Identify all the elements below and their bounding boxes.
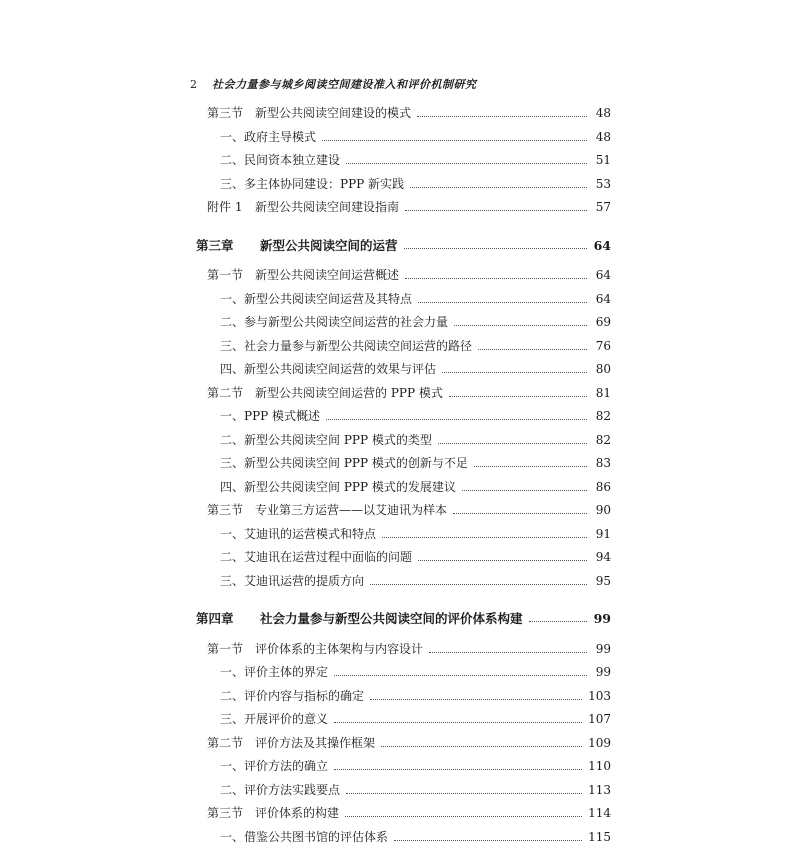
toc-page-number: 99 (595, 641, 611, 656)
dot-leader (462, 489, 587, 491)
toc-page-number: 113 (588, 782, 611, 797)
toc-item-row (220, 525, 611, 545)
toc-entry-text: 新型公共阅读空间运营概述 (255, 268, 400, 282)
dot-leader (529, 620, 587, 622)
toc-entry-title (207, 104, 411, 121)
toc-entry-text: 二、参与新型公共阅读空间运营的社会力量 (220, 315, 449, 329)
toc-entry-title (207, 384, 443, 401)
dot-leader (322, 139, 587, 141)
toc-entry-title (220, 828, 388, 845)
toc-entry-text: 三、开展评价的意义 (220, 712, 329, 726)
toc-section-row (207, 734, 611, 754)
toc-item-row (220, 360, 611, 380)
toc-page-number: 53 (595, 176, 611, 191)
header-page-number: 2 (190, 78, 198, 91)
toc-entry-title (220, 431, 432, 448)
toc-entry-title (196, 609, 523, 627)
toc-entry-text: 一、PPP 模式概述 (220, 409, 321, 423)
toc-entry-label: 第一节 (207, 641, 244, 656)
toc-entry-text: 一、艾迪讯的运营模式和特点 (220, 526, 377, 541)
toc-entry-title (220, 407, 320, 424)
toc-item-row (220, 687, 611, 707)
dot-leader (474, 465, 587, 467)
toc-entry-title (220, 128, 316, 145)
dot-leader (394, 839, 582, 841)
toc-entry-text: 新型公共阅读空间的运营 (260, 237, 398, 253)
dot-leader (449, 395, 587, 397)
toc-entry-title (220, 757, 328, 774)
toc-entry-text: 二、艾迪讯在运营过程中面临的问题 (220, 550, 413, 564)
toc-entry-title (220, 781, 340, 798)
toc-page-number: 69 (595, 315, 611, 329)
toc-entry-title (220, 525, 376, 542)
toc-item-row (220, 151, 611, 171)
toc-entry-text: 二、评价内容与指标的确定 (220, 688, 365, 703)
dot-leader (417, 115, 587, 117)
header-book-title: 社会力量参与城乡阅读空间建设准入和评价机制研究 (212, 78, 477, 91)
toc-entry-label: 第二节 (207, 735, 244, 750)
toc-page-number: 51 (595, 153, 611, 167)
toc-page-number: 103 (588, 688, 611, 703)
toc-item-row (220, 454, 611, 474)
dot-leader (442, 371, 587, 373)
toc-item-row (220, 781, 611, 801)
dot-leader (404, 247, 587, 249)
toc-entry-label: 第二节 (207, 385, 244, 400)
toc-entry-title (220, 454, 468, 471)
toc-item-row (220, 572, 611, 592)
toc-section-row (207, 640, 611, 660)
toc-section-row (207, 266, 611, 286)
dot-leader (370, 698, 582, 700)
toc-entry-label: 第三章 (196, 237, 234, 253)
toc-item-row (220, 128, 611, 148)
toc-page-number: 99 (593, 611, 611, 626)
toc-entry-title (196, 236, 398, 254)
dot-leader (429, 651, 587, 653)
dot-leader (454, 324, 587, 326)
toc-page-number: 107 (588, 712, 611, 726)
toc-entry-text: 一、借鉴公共图书馆的评估体系 (220, 829, 389, 844)
dot-leader (370, 583, 587, 585)
dot-leader (405, 209, 587, 211)
toc-entry-text: 一、评价主体的界定 (220, 665, 329, 679)
toc-page-number: 94 (595, 550, 611, 564)
toc-entry-title (220, 548, 412, 565)
toc-section-row (207, 804, 611, 824)
toc-page-number: 76 (595, 338, 611, 353)
toc-entry-title (207, 734, 375, 751)
toc-page-number: 81 (595, 385, 611, 400)
toc-entry-title (220, 478, 456, 495)
toc-page-number: 64 (593, 237, 611, 253)
toc-entry-title (207, 266, 399, 283)
toc-page-number: 64 (595, 291, 611, 306)
toc-page-number: 99 (595, 665, 611, 679)
toc-entry-title (220, 337, 472, 354)
toc-entry-title (220, 687, 364, 704)
toc-page-number: 110 (588, 759, 611, 773)
toc-item-row (220, 431, 611, 451)
toc-entry-label: 第三节 (207, 503, 244, 517)
toc-entry-text: 二、民间资本独立建设 (220, 153, 341, 167)
toc-entry-text: 新型公共阅读空间建设的模式 (255, 106, 412, 120)
dot-leader (405, 277, 587, 279)
toc-entry-text: 三、社会力量参与新型公共阅读空间运营的路径 (220, 338, 473, 353)
toc-entry-title (207, 804, 339, 821)
dot-leader (334, 768, 582, 770)
toc-entry-text: 三、多主体协同建设：PPP 新实践 (220, 176, 405, 191)
dot-leader (326, 418, 587, 420)
toc-page-number: 109 (588, 735, 611, 750)
dot-leader (418, 301, 587, 303)
toc-entry-text: 四、新型公共阅读空间运营的效果与评估 (220, 362, 437, 376)
toc-entry-title (220, 360, 436, 377)
toc-chapter-row (196, 236, 611, 256)
toc-page-number: 82 (595, 409, 611, 423)
dot-leader (345, 815, 582, 817)
toc-entry-title (220, 663, 328, 680)
toc-entry-text: 三、艾迪讯运营的提质方向 (220, 573, 365, 588)
toc-entry-title (220, 290, 412, 307)
toc-page-number: 48 (595, 129, 611, 144)
toc-entry-label: 第三节 (207, 806, 244, 820)
toc-item-row (220, 313, 611, 333)
toc-entry-title (220, 175, 404, 192)
dot-leader (334, 674, 587, 676)
toc-entry-text: 评价体系的主体架构与内容设计 (255, 641, 424, 656)
toc-page-number: 57 (595, 200, 611, 214)
toc-item-row (220, 548, 611, 568)
toc-entry-label: 第一节 (207, 268, 244, 282)
toc-section-row (207, 198, 611, 218)
toc-entry-title (207, 198, 399, 215)
toc-item-row (220, 663, 611, 683)
toc-entry-label: 附件 1 (207, 200, 243, 214)
toc-entry-text: 一、政府主导模式 (220, 129, 317, 144)
toc-entry-text: 评价方法及其操作框架 (255, 735, 376, 750)
toc-entry-title (207, 640, 423, 657)
toc-page-number: 114 (588, 806, 611, 820)
toc-page-number: 64 (595, 268, 611, 282)
toc-entry-text: 新型公共阅读空间运营的 PPP 模式 (255, 385, 443, 400)
dot-leader (478, 348, 587, 350)
dot-leader (334, 721, 582, 723)
toc-page-number: 48 (595, 106, 611, 120)
toc-entry-title (220, 572, 364, 589)
toc-entry-text: 专业第三方运营——以艾迪讯为样本 (255, 503, 448, 517)
dot-leader (381, 745, 582, 747)
toc-entry-text: 一、评价方法的确立 (220, 759, 329, 773)
dot-leader (346, 162, 587, 164)
toc-item-row (220, 290, 611, 310)
toc-item-row (220, 710, 611, 730)
toc-entry-title (207, 501, 447, 518)
toc-item-row (220, 478, 611, 498)
toc-page-number: 90 (595, 503, 611, 517)
toc-item-row (220, 337, 611, 357)
toc-page-number: 86 (595, 479, 611, 494)
toc-entry-text: 新型公共阅读空间建设指南 (255, 200, 400, 214)
toc-entry-text: 二、评价方法实践要点 (220, 782, 341, 797)
toc-item-row (220, 175, 611, 195)
toc-entry-text: 一、新型公共阅读空间运营及其特点 (220, 291, 413, 306)
toc-item-row (220, 828, 611, 848)
toc-section-row (207, 384, 611, 404)
toc-entry-title (220, 151, 340, 168)
dot-leader (438, 442, 587, 444)
toc-entry-title (220, 710, 328, 727)
toc-section-row (207, 104, 611, 124)
toc-chapter-row (196, 609, 611, 629)
toc-entry-text: 社会力量参与新型公共阅读空间的评价体系构建 (260, 611, 523, 626)
toc-page-number: 95 (595, 573, 611, 588)
toc-entry-text: 二、新型公共阅读空间 PPP 模式的类型 (220, 432, 432, 447)
toc-page-number: 115 (588, 829, 611, 844)
toc-item-row (220, 407, 611, 427)
toc-entry-label: 第四章 (196, 611, 234, 626)
dot-leader (382, 536, 587, 538)
running-header (190, 76, 477, 92)
toc-entry-text: 评价体系的构建 (255, 806, 340, 820)
dot-leader (410, 186, 587, 188)
toc-entry-text: 三、新型公共阅读空间 PPP 模式的创新与不足 (220, 456, 468, 470)
toc-page-number: 82 (595, 432, 611, 447)
dot-leader (346, 792, 582, 794)
toc-page-number: 91 (595, 526, 611, 541)
toc-entry-text: 四、新型公共阅读空间 PPP 模式的发展建议 (220, 479, 456, 494)
toc-page-number: 80 (595, 362, 611, 376)
toc-item-row (220, 757, 611, 777)
dot-leader (453, 512, 587, 514)
toc-entry-title (220, 313, 448, 330)
dot-leader (418, 559, 587, 561)
toc-entry-label: 第三节 (207, 106, 244, 120)
toc-page-number: 83 (595, 456, 611, 470)
toc-section-row (207, 501, 611, 521)
